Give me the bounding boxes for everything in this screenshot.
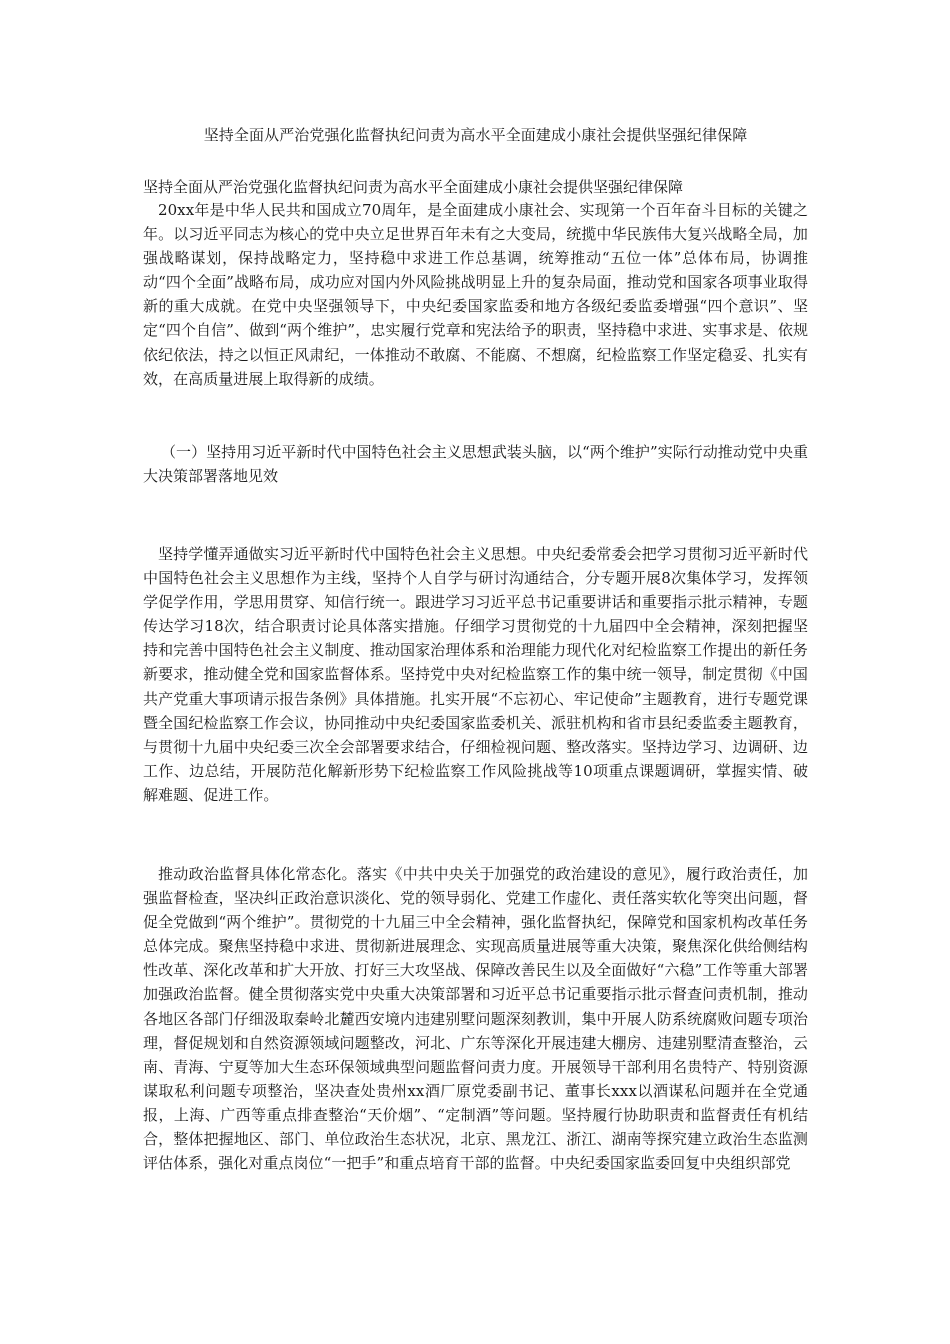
spacer (143, 807, 808, 862)
intro-paragraph: 20xx年是中华人民共和国成立70周年，是全面建成小康社会、实现第一个百年奋斗目标的关键之年。以习近平同志为核心的党中央立足世界百年未有之大变局，统揽中华民族伟大复兴战略全局，加强战略谋划，保持战略定力，坚持稳中求进工作总基调，统筹推动“五位一体”总体布局，协调推动“四个全面”战略布局，成功应对国内外风险挑战明显上升的复杂局面，推动党和国家各项事业取得新的重大成就。在党中央坚强领导下，中央纪委国家监委和地方各级纪委监委增强“四个意识”、坚定“四个自信”、做到“两个维护”，忠实履行党章和宪法给予的职责，坚持稳中求进、实事求是、依规依纪依法，持之以恒正风肃纪，一体推动不敢腐、不能腐、不想腐，纪检监察工作坚定稳妥、扎实有效，在高质量进展上取得新的成绩。 (143, 201, 808, 388)
document-title: 坚持全面从严治党强化监督执纪问责为高水平全面建成小康社会提供坚强纪律保障 (203, 126, 748, 144)
document-subtitle: 坚持全面从严治党强化监督执纪问责为高水平全面建成小康社会提供坚强纪律保障 (143, 178, 684, 196)
section-heading: （一）坚持用习近平新时代中国特色社会主义思想武装头脑，以“两个维护”实际行动推动党中央重大决策部署落地见效 (143, 442, 808, 485)
document-page (143, 124, 808, 1175)
body-paragraph-1: 坚持学懂弄通做实习近平新时代中国特色社会主义思想。中央纪委常委会把学习贯彻习近平新时代中国特色社会主义思想作为主线，坚持个人自学与研讨沟通结合，分专题开展8次集体学习，发挥领学促学作用，学思用贯穿、知信行统一。跟进学习习近平总书记重要讲话和重要指示批示精神，专题传达学习18次，结合职责讨论具体落实措施。仔细学习贯彻党的十九届四中全会精神，深刻把握坚持和完善中国特色社会主义制度、推动国家治理体系和治理能力现代化对纪检监察工作提出的新任务新要求，推动健全党和国家监督体系。坚持党中央对纪检监察工作的集中统一领导，制定贯彻《中国共产党重大事项请示报告条例》具体措施。扎实开展“不忘初心、牢记使命”主题教育，进行专题党课暨全国纪检监察工作会议，协同推动中央纪委国家监委机关、派驻机构和省市县纪委监委主题教育，与贯彻十九届中央纪委三次全会部署要求结合，仔细检视问题、整改落实。坚持边学习、边调研、边工作、边总结，开展防范化解新形势下纪检监察工作风险挑战等10项重点课题调研，掌握实情、破解难题、促进工作。 (143, 544, 808, 804)
spacer (143, 488, 808, 542)
spacer (143, 391, 808, 440)
body-paragraph-2: 推动政治监督具体化常态化。落实《中共中央关于加强党的政治建设的意见》，履行政治责任，加强监督检查，坚决纠正政治意识淡化、党的领导弱化、党建工作虚化、责任落实软化等突出问题，督促全党做到“两个维护”。贯彻党的十九届三中全会精神，强化监督执纪，保障党和国家机构改革任务总体完成。聚焦坚持稳中求进、贯彻新进展理念、实现高质量进展等重大决策，聚焦深化供给侧结构性改革、深化改革和扩大开放、打好三大攻坚战、保障改善民生以及全面做好“六稳”工作等重大部署加强政治监督。健全贯彻落实党中央重大决策部署和习近平总书记重要指示批示督查问责机制，推动各地区各部门仔细汲取秦岭北麓西安境内违建别墅问题深刻教训，集中开展人防系统腐败问题专项治理，督促规划和自然资源领域问题整改，河北、广东等深化开展违建大棚房、违建别墅清查整治，云南、青海、宁夏等加大生态环保领域典型问题监督问责力度。开展领导干部利用名贵特产、特别资源谋取私利问题专项整治，坚决查处贵州xx酒厂原党委副书记、董事长xxx以酒谋私问题并在全党通报，上海、广西等重点排查整治“天价烟”、“定制酒”等问题。坚持履行协助职责和监督责任有机结合，整体把握地区、部门、单位政治生态状况，北京、黑龙江、浙江、湖南等探究建立政治生态监测评估体系，强化对重点岗位“一把手”和重点培育干部的监督。中央纪委国家监委回复中央组织部党 (143, 864, 808, 1173)
